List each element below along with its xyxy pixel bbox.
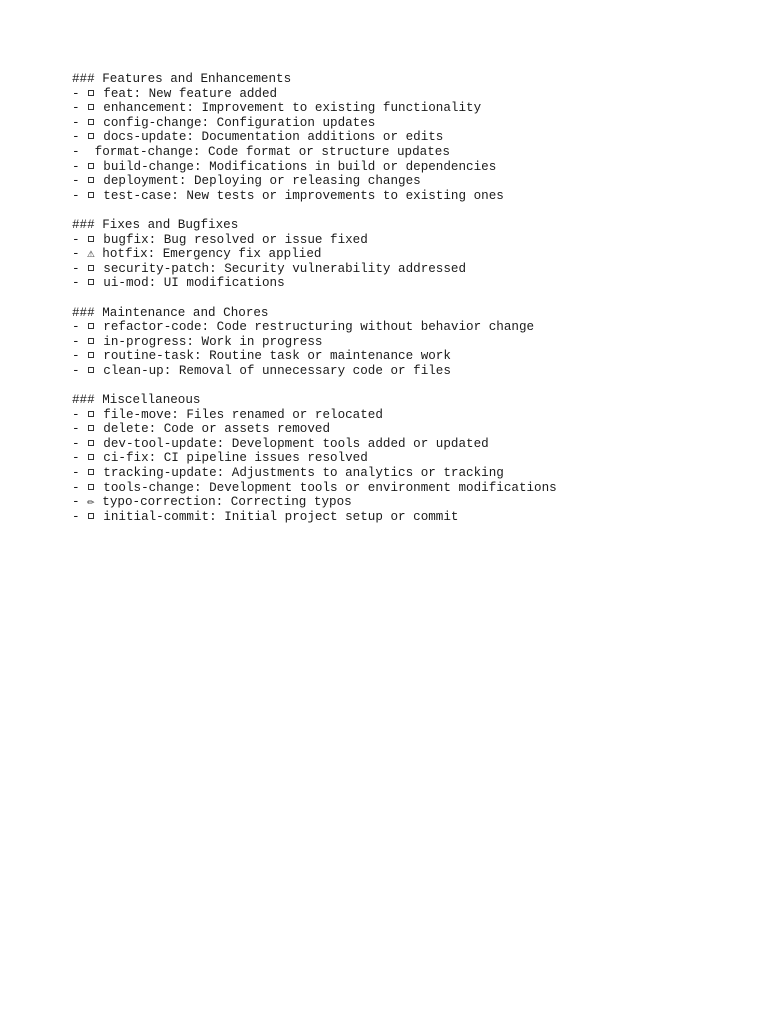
missing-glyph-icon <box>88 513 94 519</box>
list-item <box>72 495 732 510</box>
list-item <box>72 160 732 175</box>
missing-glyph-icon <box>88 177 94 183</box>
list-item-text: in-progress: Work in progress <box>103 334 323 349</box>
list-bullet: - <box>72 509 88 524</box>
list-item-text: ci-fix: CI pipeline issues resolved <box>103 451 368 466</box>
missing-glyph-icon <box>88 265 94 271</box>
changelog-document <box>72 72 732 524</box>
list-bullet: - <box>72 436 88 451</box>
list-item-text: build-change: Modifications in build or dependencies <box>103 159 497 174</box>
list-bullet: - <box>72 86 88 101</box>
list-bullet: - <box>72 495 88 510</box>
list-item-text: enhancement: Improvement to existing functionality <box>103 101 482 116</box>
missing-glyph-icon <box>88 425 94 431</box>
list-bullet: - <box>72 144 88 159</box>
list-item-text: config-change: Configuration updates <box>103 115 376 130</box>
list-item-text: file-move: Files renamed or relocated <box>103 407 383 422</box>
list-item <box>72 233 732 248</box>
missing-glyph-icon <box>88 236 94 242</box>
list-bullet: - <box>72 115 88 130</box>
missing-glyph-icon <box>88 163 94 169</box>
list-item-text: feat: New feature added <box>103 86 278 101</box>
list-item <box>72 87 732 102</box>
missing-glyph-icon <box>88 279 94 285</box>
missing-glyph-icon <box>88 454 94 460</box>
list-bullet: - <box>72 159 88 174</box>
list-bullet: - <box>72 349 88 364</box>
list-item-text: clean-up: Removal of unnecessary code or files <box>103 363 451 378</box>
list-bullet: - <box>72 101 88 116</box>
list-bullet: - <box>72 451 88 466</box>
list-item <box>72 174 732 189</box>
list-bullet: - <box>72 407 88 422</box>
list-item-text: refactor-code: Code restructuring without behavior change <box>103 320 535 335</box>
list-item <box>72 189 732 204</box>
list-item-text: deployment: Deploying or releasing changes <box>103 174 421 189</box>
missing-glyph-icon <box>88 119 94 125</box>
pencil-icon: ✏ <box>87 495 95 510</box>
list-item-text: hotfix: Emergency fix applied <box>102 247 322 262</box>
list-item <box>72 247 732 262</box>
section-heading: ### Maintenance and Chores <box>72 305 269 320</box>
blank-line <box>72 291 732 306</box>
list-bullet: - <box>72 334 88 349</box>
blank-line <box>72 378 732 393</box>
list-bullet: - <box>72 174 88 189</box>
list-item <box>72 437 732 452</box>
list-item-text: dev-tool-update: Development tools added or updated <box>103 436 489 451</box>
list-bullet: - <box>72 261 88 276</box>
list-item <box>72 262 732 277</box>
list-item-text: initial-commit: Initial project setup or commit <box>103 509 459 524</box>
missing-glyph-icon <box>88 352 94 358</box>
list-item <box>72 335 732 350</box>
list-bullet: - <box>72 276 88 291</box>
list-item <box>72 101 732 116</box>
list-item-text: typo-correction: Correcting typos <box>102 495 352 510</box>
missing-glyph-icon <box>88 104 94 110</box>
list-item <box>72 349 732 364</box>
section-heading: ### Miscellaneous <box>72 393 201 408</box>
section-heading: ### Fixes and Bugfixes <box>72 217 239 232</box>
list-item-text: format-change: Code format or structure updates <box>87 144 450 159</box>
blank-line <box>72 203 732 218</box>
list-item <box>72 481 732 496</box>
missing-glyph-icon <box>88 323 94 329</box>
list-bullet: - <box>72 232 88 247</box>
missing-glyph-icon <box>88 90 94 96</box>
list-item <box>72 510 732 525</box>
missing-glyph-icon <box>88 338 94 344</box>
list-item <box>72 422 732 437</box>
list-item-text: security-patch: Security vulnerability addressed <box>103 261 467 276</box>
missing-glyph-icon <box>88 192 94 198</box>
missing-glyph-icon <box>88 133 94 139</box>
list-item-text: test-case: New tests or improvements to existing ones <box>103 188 504 203</box>
missing-glyph-icon <box>88 469 94 475</box>
missing-glyph-icon <box>88 411 94 417</box>
list-item <box>72 320 732 335</box>
list-item-text: bugfix: Bug resolved or issue fixed <box>103 232 368 247</box>
list-item-text: docs-update: Documentation additions or edits <box>103 130 444 145</box>
missing-glyph-icon <box>88 440 94 446</box>
list-item <box>72 130 732 145</box>
list-bullet: - <box>72 363 88 378</box>
list-item-text: tracking-update: Adjustments to analytics or tracking <box>103 466 504 481</box>
list-item <box>72 408 732 423</box>
list-item-text: tools-change: Development tools or environment modifications <box>103 480 557 495</box>
list-item <box>72 466 732 481</box>
list-item <box>72 145 732 160</box>
missing-glyph-icon <box>88 367 94 373</box>
list-item <box>72 451 732 466</box>
list-bullet: - <box>72 188 88 203</box>
list-bullet: - <box>72 422 88 437</box>
list-bullet: - <box>72 247 88 262</box>
list-bullet: - <box>72 320 88 335</box>
list-item-text: routine-task: Routine task or maintenance work <box>103 349 451 364</box>
list-item <box>72 364 732 379</box>
section-heading: ### Features and Enhancements <box>72 72 292 86</box>
list-bullet: - <box>72 466 88 481</box>
list-item <box>72 276 732 291</box>
list-bullet: - <box>72 130 88 145</box>
warning-icon: ⚠ <box>87 247 95 262</box>
list-item-text: ui-mod: UI modifications <box>103 276 285 291</box>
list-item-text: delete: Code or assets removed <box>103 422 331 437</box>
list-item <box>72 116 732 131</box>
list-bullet: - <box>72 480 88 495</box>
missing-glyph-icon <box>88 484 94 490</box>
